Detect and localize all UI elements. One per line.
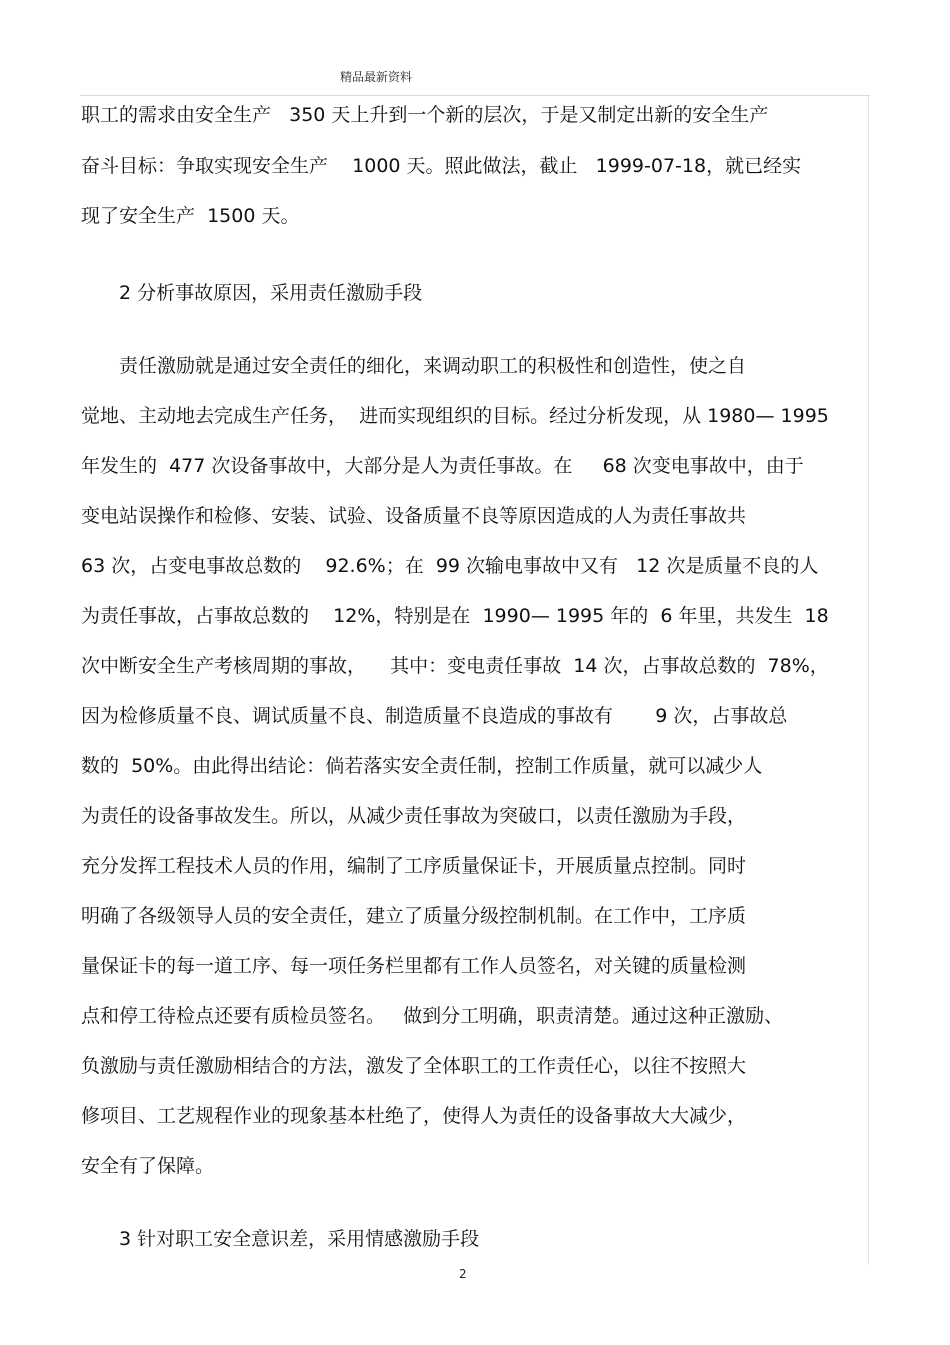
text-line: 次中断安全生产考核周期的事故， 其中：变电责任事故 14 次，占事故总数的 78%， bbox=[81, 655, 829, 677]
text-line: 职工的需求由安全生产 350 天上升到一个新的层次，于是又制定出新的安全生产 bbox=[81, 104, 769, 126]
header-divider bbox=[80, 95, 870, 96]
text-line: 点和停工待检点还要有质检员签名。 做到分工明确，职责清楚。通过这种正激励、 bbox=[81, 1005, 784, 1027]
section-heading: 3 针对职工安全意识差，采用情感激励手段 bbox=[119, 1228, 480, 1250]
right-margin-divider bbox=[868, 95, 869, 1265]
text-line: 年发生的 477 次设备事故中，大部分是人为责任事故。在 68 次变电事故中，由于 bbox=[81, 455, 804, 477]
section-heading: 2 分析事故原因，采用责任激励手段 bbox=[119, 282, 423, 304]
text-line: 量保证卡的每一道工序、每一项任务栏里都有工作人员签名，对关键的质量检测 bbox=[81, 955, 747, 977]
text-line: 为责任事故，占事故总数的 12%，特别是在 1990— 1995 年的 6 年里，共发生 18 bbox=[81, 605, 829, 627]
text-line: 明确了各级领导人员的安全责任，建立了质量分级控制机制。在工作中，工序质 bbox=[81, 905, 747, 927]
text-line: 责任激励就是通过安全责任的细化，来调动职工的积极性和创造性，使之自 bbox=[119, 355, 747, 377]
text-line: 变电站误操作和检修、安装、试验、设备质量不良等原因造成的人为责任事故共 bbox=[81, 505, 747, 527]
page-number: 2 bbox=[459, 1267, 467, 1281]
text-line: 觉地、主动地去完成生产任务， 进而实现组织的目标。经过分析发现，从 1980— 1995 bbox=[81, 405, 829, 427]
text-line: 数的 50%。由此得出结论：倘若落实安全责任制，控制工作质量，就可以减少人 bbox=[81, 755, 763, 777]
text-line: 修项目、工艺规程作业的现象基本杜绝了，使得人为责任的设备事故大大减少， bbox=[81, 1105, 747, 1127]
text-line: 充分发挥工程技术人员的作用，编制了工序质量保证卡，开展质量点控制。同时 bbox=[81, 855, 747, 877]
text-line: 现了安全生产 1500 天。 bbox=[81, 205, 300, 227]
text-line: 负激励与责任激励相结合的方法，激发了全体职工的工作责任心，以往不按照大 bbox=[81, 1055, 747, 1077]
page-header: 精品最新资料 bbox=[340, 70, 413, 84]
text-line: 因为检修质量不良、调试质量不良、制造质量不良造成的事故有 9 次，占事故总 bbox=[81, 705, 788, 727]
text-line: 奋斗目标：争取实现安全生产 1000 天。照此做法，截止 1999-07-18，就已经实 bbox=[81, 155, 802, 177]
text-line: 63 次，占变电事故总数的 92.6%；在 99 次输电事故中又有 12 次是质量不良的人 bbox=[81, 555, 819, 577]
text-line: 为责任的设备事故发生。所以，从减少责任事故为突破口，以责任激励为手段， bbox=[81, 805, 747, 827]
text-line: 安全有了保障。 bbox=[81, 1155, 215, 1177]
